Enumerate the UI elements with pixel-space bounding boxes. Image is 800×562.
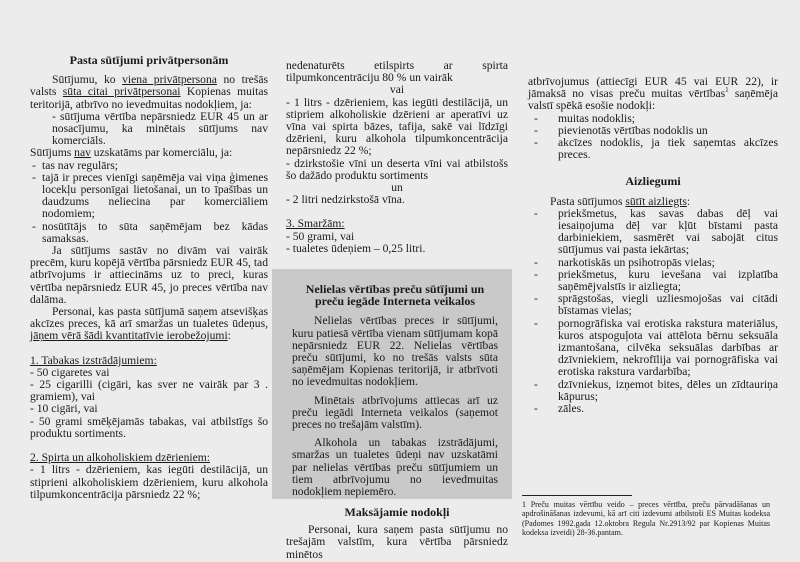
list-item: - pievienotās vērtības nodoklis un xyxy=(528,125,778,137)
footnote-text: 1 Preču muitas vērtību veido – preces vērtība, preču pārvadāšanas un apdrošināšanas izdevumi, kā arī citi izdevumi atbilstoši ES Muitas kodeksa (Padomes 1992.gada 12.oktobra Regula Nr.2913/92 par Kopienas Muitas kodeksa izveidi) 28-36.pantam. xyxy=(522,500,770,538)
taxes-list xyxy=(528,113,778,162)
list-item: - dzīvniekus, izņemot bites, dēles un zīdtauriņa kāpurus; xyxy=(528,379,778,403)
prohibitions-intro: Pasta sūtījumos sūtīt aizliegts: xyxy=(550,194,691,208)
low-value-paragraph-1: Nelielas vērtības preces ir sūtījumi, kuru patiesā vērtība vienam sūtījumam kopā nepārsniedz EUR 22. Nelielas vērtības preču sūtījumi, ko no trešās valsts sūta saņēmējam Kopienas teritorijā, ir atbrīvoti no ievedmuitas nodokļiem. xyxy=(292,314,498,389)
column-middle xyxy=(286,0,508,255)
list-item: - tualetes ūdeņiem – 0,25 litri. xyxy=(286,241,426,255)
list-item: - muitas nodoklis; xyxy=(528,113,778,125)
alcohol-text: - 1 litrs - dzērieniem, kas iegūti destilācijā, un stiprieni alkoholiskiem dzērieniem, kuru alkohola tilpumkoncentrācija pārsniedz 22 %; xyxy=(30,463,268,501)
list-item: - sprāgstošas, viegli uzliesmojošas vai citādi bīstamas vielas; xyxy=(528,293,778,317)
low-value-paragraph-3: Alkohola un tabakas izstrādājumi, smaržas un tualetes ūdeņi nav uzskatāmi par nelielas vērtības preču sūtījumiem un tiem atbrīvojumu no ievedmuitas nodokļiem nepiemēro. xyxy=(292,436,498,499)
connector-and: un xyxy=(391,181,403,195)
list-item: - 50 cigaretes vai xyxy=(30,365,110,379)
list-item: - akcīzes nodoklis, ja tiek saņemtas akcīzes preces. xyxy=(528,137,778,161)
list-item: - tas nav regulārs; xyxy=(30,160,268,172)
prohibitions-title: Aizliegumi xyxy=(625,174,681,189)
noncommercial-heading: Sūtījums nav uzskatāms par komerciālu, ja: xyxy=(30,146,233,160)
list-item: - 50 grami smēķējamās tabakas, vai atbilstīgs šo produktu sortiments. xyxy=(30,414,268,440)
prohibitions-list xyxy=(528,208,778,415)
tobacco-heading: 1. Tabakas izstrādājumiem: xyxy=(30,353,157,367)
list-item: - nosūtītājs to sūta saņēmējam bez kādas samaksas. xyxy=(30,221,268,245)
low-value-paragraph-2: Minētais atbrīvojums attiecas arī uz preču iegādi Interneta veikalos (saņemot preces no trešajām valstīm). xyxy=(292,393,498,432)
column-left xyxy=(30,0,268,501)
list-item: - 50 grami, vai xyxy=(286,229,355,243)
list-item: - pornogrāfiska vai erotiska rakstura materiālus, kuros atspoguļota vai attēlota bērnu seksuāla izmantošana, cilvēka seksuālas darbības ar dzīvniekiem, nekrofīlija vai pornogrāfiska vai erotiska rakstura vardarbība; xyxy=(528,318,778,379)
limits-paragraph: Personai, kas pasta sūtījumā saņem atsevišķas akcīzes preces, kā arī smaržas un tualetes ūdeņus, jāņem vērā šādi kvantitatīvie ierobežojumi: xyxy=(30,305,268,343)
footnote-marker: 1 xyxy=(725,86,729,95)
low-value-title: Nelielas vērtības preču sūtījumi un preču iegāde Interneta veikalos xyxy=(305,282,485,309)
wine-text: - 2 litri nedzirkstošā vīna. xyxy=(286,193,405,207)
alcohol-heading: 2. Spirta un alkoholiskiem dzērieniem: xyxy=(30,451,210,465)
column-right xyxy=(528,0,778,415)
taxes-section xyxy=(286,506,508,561)
list-item: - narkotiskās un psihotropās vielas; xyxy=(528,257,778,269)
sparkling-text: - dzirkstošie vīni un deserta vīni vai atbilstošs šo dažādo produktu sortiments xyxy=(286,156,508,182)
list-item: - 25 cigarilli (cigāri, kas sver ne vairāk par 3 . gramiem), vai xyxy=(30,378,268,404)
section-title-private-parcels: Pasta sūtījumi privātpersonām xyxy=(69,53,229,67)
taxes-paragraph: Personai, kura saņem pasta sūtījumu no trešajām valstīm, kura vērtība pārsniedz minētos xyxy=(286,523,508,561)
condition-value: - sūtījuma vērtība nepārsniedz EUR 45 un ar nosacījumu, ka minētais sūtījums nav komerciāls. xyxy=(52,109,268,148)
list-item: - zāles. xyxy=(528,403,778,415)
perfume-heading: 3. Smaržām: xyxy=(286,217,345,231)
exemption-continuation: atbrīvojumus (attiecīgi EUR 45 vai EUR 22), ir jāmaksā no visas preču muitas vērtības$^1$ saņēmēja valstī spēkā esošie nodokļi: xyxy=(528,75,779,113)
footnote-divider xyxy=(522,495,632,496)
multi-item-paragraph: Ja sūtījums sastāv no divām vai vairāk precēm, kuru kopējā vērtība pārsniedz EUR 45, tad atbrīvojums ir attiecināms uz to preci, kuras vērtība nepārsniedz EUR 45, jo preces vērtība nav dalāma. xyxy=(30,244,268,306)
noncommercial-list xyxy=(30,160,268,245)
connector-or: vai xyxy=(389,83,405,97)
list-item: - tajā ir preces vienīgi saņēmēja vai viņa ģimenes locekļu personīgai lietošanai, un to īpašības un daudzums neliecina par komerciāliem nodomiem; xyxy=(30,172,268,221)
intro-paragraph: Sūtījumu, ko viena privātpersona no trešās valsts sūta citai privātpersonai Kopienas muitas teritorijā, atbrīvo no ievedmuitas nodokļiem, ja: xyxy=(30,73,269,111)
list-item: - 10 cigāri, vai xyxy=(30,402,98,416)
list-item: - priekšmetus, kuru ievešana vai izplatība saņēmējvalstīs ir aizliegta; xyxy=(528,269,778,293)
low-value-section xyxy=(292,283,498,498)
spirit-text: nedenaturēts etilspirts ar spirta tilpumkoncentrāciju 80 % un vairāk xyxy=(286,59,508,85)
taxes-title: Maksājamie nodokļi xyxy=(344,505,450,519)
list-item: - priekšmetus, kas savas dabas dēļ vai iesaiņojuma dēļ var kļūt bīstami pasta darbiniekiem, sasmērēt vai sabojāt citus sūtījumus vai pasta iekārtas; xyxy=(528,208,778,257)
liqueur-text: - 1 litrs - dzērieniem, kas iegūti destilācijā, un stipriem alkoholiskie dzērieni ar aperatīvi uz vīna vai spirta bāzes, tafija, sakē vai līdzīgi dzērieni, kuru alkohola tilpumkoncentrācija nepārsniedz 22 %; xyxy=(286,95,508,158)
